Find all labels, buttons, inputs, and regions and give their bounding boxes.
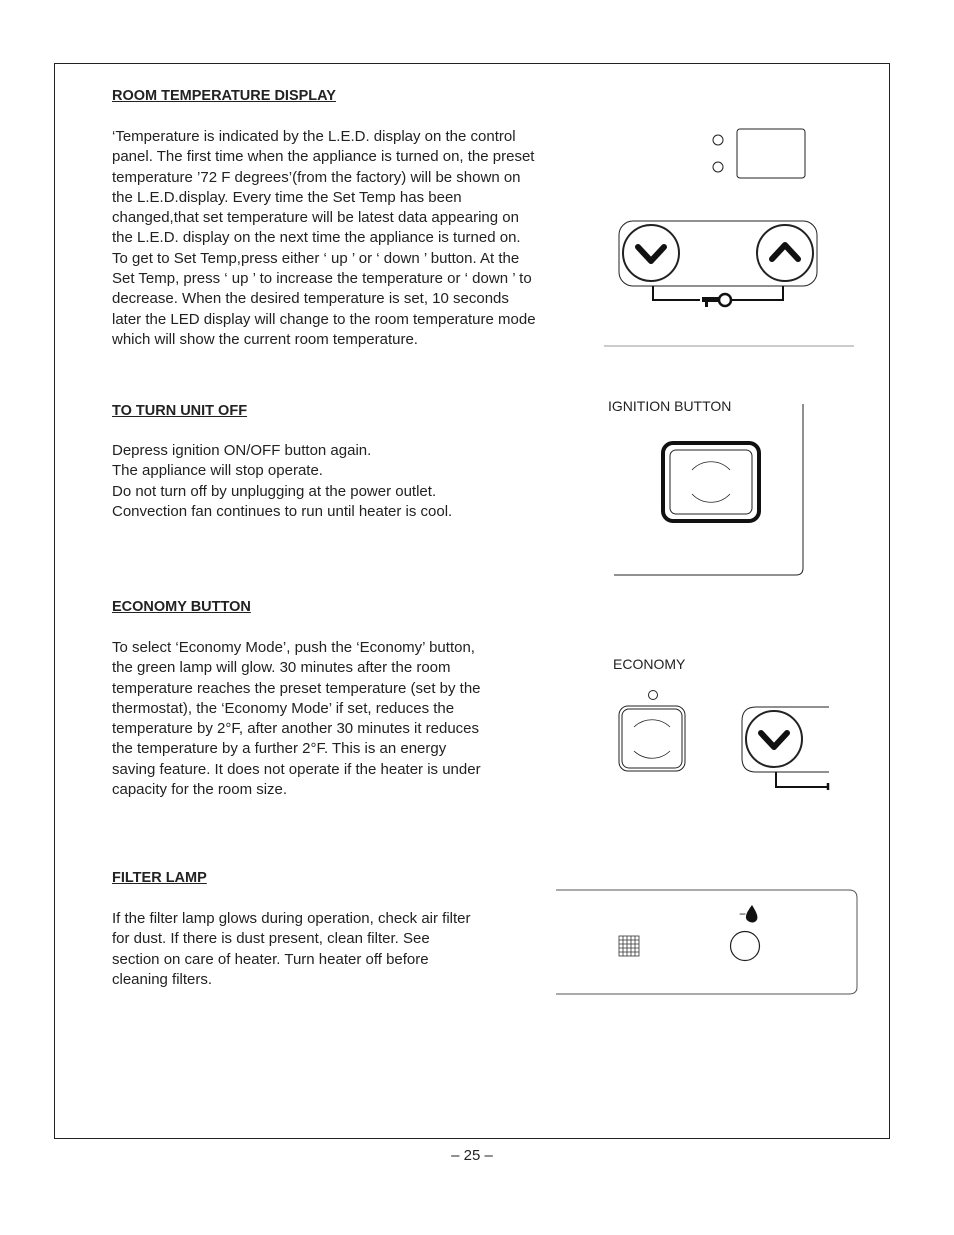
- economy-button[interactable]: [619, 706, 685, 771]
- key-lock-icon: [702, 294, 731, 307]
- economy-label: ECONOMY: [613, 656, 686, 672]
- led-indicator-icon: [713, 162, 723, 172]
- filter-symbol-dash: −: [739, 907, 747, 921]
- heading-room-temperature: ROOM TEMPERATURE DISPLAY: [112, 88, 336, 104]
- economy-button-figure: [610, 685, 835, 795]
- panel-outline: [556, 890, 857, 994]
- control-panel-outline: [742, 707, 829, 772]
- chevron-down-icon: [638, 247, 664, 261]
- filter-lamp-figure: [553, 887, 863, 999]
- control-panel-outline: [619, 221, 817, 286]
- heading-filter-lamp: FILTER LAMP: [112, 870, 207, 886]
- filter-grid-icon: [619, 936, 639, 956]
- up-button[interactable]: [757, 225, 813, 281]
- heading-turn-unit-off: TO TURN UNIT OFF: [112, 403, 248, 419]
- led-control-panel-figure: [600, 125, 860, 350]
- led-indicator-icon: [713, 135, 723, 145]
- filter-lamp-icon: [731, 932, 760, 961]
- chevron-up-icon: [772, 245, 798, 259]
- down-button[interactable]: [623, 225, 679, 281]
- ignition-button-figure: [610, 400, 810, 580]
- flame-icon: [746, 905, 757, 923]
- paragraph-room-temperature: ‘Temperature is indicated by the L.E.D. display on the control panel. The first time when the appliance is turned on, the preset temperature ’72 F degrees’(from the factory) will be shown on the L.E.D.display. Every time the Set Temp has been changed,that set temperature will be latest data appearing on the L.E.D. display on the next time the appliance is turned on. To get to Set Temp,press either ‘ up ’ or ‘ down ’ button. At the Set Temp, press ‘ up ’ to increase the temperature or ‘ down ’ to decrease. When the desired temperature is set, 10 seconds later the LED display will change to the room temperature mode which will show the current room temperature.: [112, 128, 536, 348]
- lock-bracket: [776, 772, 829, 787]
- heading-economy-button: ECONOMY BUTTON: [112, 599, 251, 615]
- chevron-down-icon: [761, 733, 787, 747]
- ignition-button-label: IGNITION BUTTON: [608, 398, 732, 414]
- led-display: [737, 129, 805, 178]
- economy-lamp-icon: [649, 691, 658, 700]
- page-number: – 25 –: [451, 1147, 493, 1164]
- paragraph-turn-unit-off: Depress ignition ON/OFF button again. The appliance will stop operate. Do not turn off by unplugging at the power outlet. Convection fan continues to run until heater is cool.: [112, 442, 453, 520]
- paragraph-filter-lamp: If the filter lamp glows during operation, check air filter for dust. If there is dust present, clean filter. See section on care of heater. Turn heater off before cleaning filters.: [112, 910, 471, 988]
- panel-edge: [614, 404, 803, 575]
- down-button[interactable]: [746, 711, 802, 767]
- paragraph-economy-button: To select ‘Economy Mode’, push the ‘Economy’ button, the green lamp will glow. 30 minutes after the room temperature reaches the preset temperature (set by the thermostat), the ‘Economy Mode’ if set, reduces the temperature by 2°F, after another 30 minutes it reduces the temperature by a further 2°F. This is an energy saving feature. It does not operate if the heater is under capacity for the room size.: [112, 639, 481, 799]
- ignition-button[interactable]: [663, 443, 759, 521]
